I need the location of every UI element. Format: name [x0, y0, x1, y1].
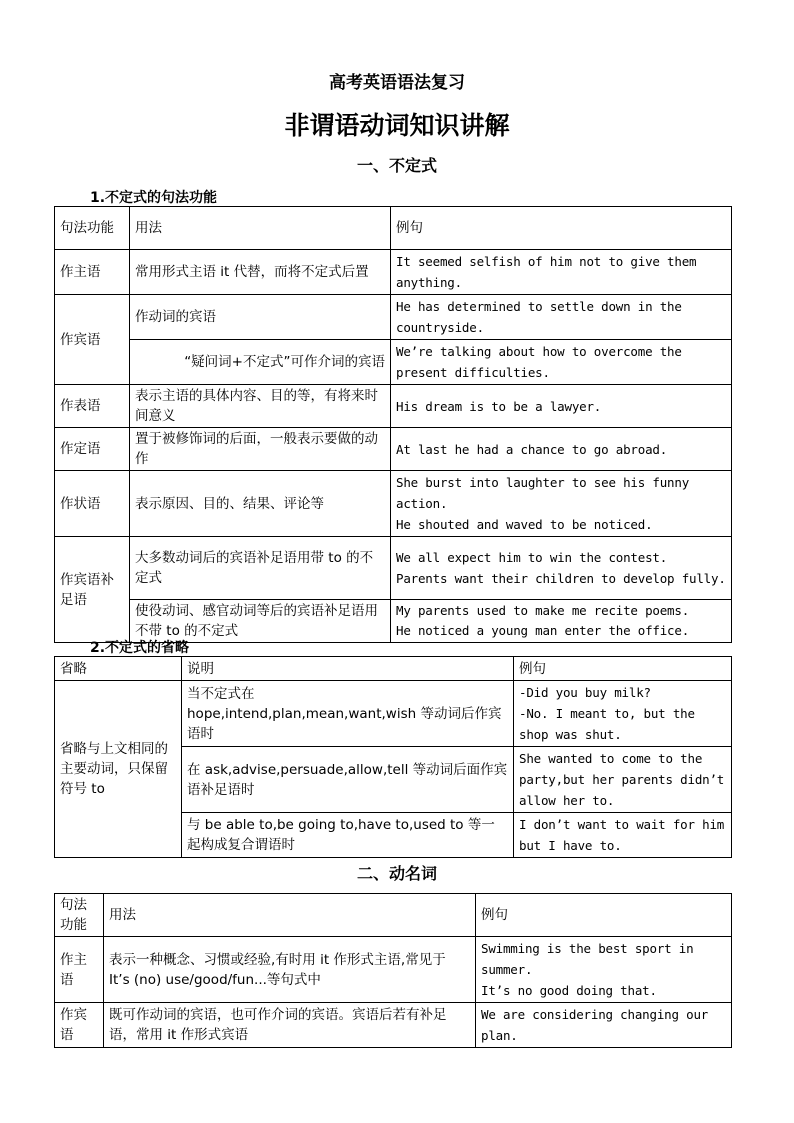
table-row [55, 295, 732, 340]
example-cell: He has determined to settle down in the countryside. [391, 295, 732, 340]
function-cell: 作定语 [55, 428, 130, 471]
example-cell: I don’t want to wait for him but I have to. [514, 813, 732, 858]
usage-cell: 表示原因、目的、结果、评论等 [130, 471, 391, 537]
description-line: hope,intend,plan,mean,want,wish 等动词后作宾语时 [187, 705, 502, 742]
usage-cell: 表示一种概念、习惯或经验,有时用 it 作形式主语,常见于 It’s (no) use/good/fun...等句式中 [104, 937, 476, 1003]
usage-cell: 常用形式主语 it 代替，而将不定式后置 [130, 250, 391, 295]
table-header-row [55, 894, 732, 937]
example-line: My parents used to make me recite poems. [396, 603, 690, 618]
example-cell: At last he had a chance to go abroad. [391, 428, 732, 471]
table-row [55, 428, 732, 471]
table-row [55, 937, 732, 1003]
example-line: Swimming is the best sport in summer. [481, 941, 694, 977]
example-cell [476, 937, 732, 1003]
description-line: 当不定式在 [187, 685, 255, 702]
header-cell: 句法功能 [55, 207, 130, 250]
table-row [55, 537, 732, 600]
section-heading-infinitive: 一、不定式 [356, 156, 437, 175]
example-cell: She wanted to come to the party,but her parents didn’t allow her to. [514, 747, 732, 813]
example-cell: His dream is to be a lawyer. [391, 385, 732, 428]
function-cell: 作宾语补足语 [55, 537, 130, 643]
example-line: -No. I meant to, but the shop was shut. [519, 706, 695, 742]
header-cell: 例句 [391, 207, 732, 250]
table-header-row [55, 207, 732, 250]
document-title: 高考英语语法复习 [329, 73, 465, 93]
description-cell: 与 be able to,be going to,have to,used to 等一起构成复合谓语时 [182, 813, 514, 858]
infinitive-function-table [54, 206, 732, 643]
header-cell: 省略 [55, 657, 182, 681]
example-line: -Did you buy milk? [519, 685, 651, 700]
table-row [55, 250, 732, 295]
table-row [55, 1003, 732, 1048]
table-row [55, 340, 732, 385]
function-cell: 作状语 [55, 471, 130, 537]
document-main-title: 非谓语动词知识讲解 [284, 111, 510, 140]
usage-cell: “疑问词+不定式”可作介词的宾语 [130, 340, 391, 385]
infinitive-omission-table [54, 656, 732, 858]
subsection-heading-omission: 2.不定式的省略 [90, 640, 190, 656]
description-cell: 在 ask,advise,persuade,allow,tell 等动词后面作宾语补足语时 [182, 747, 514, 813]
header-cell: 例句 [476, 894, 732, 937]
example-cell: We’re talking about how to overcome the present difficulties. [391, 340, 732, 385]
header-cell: 用法 [130, 207, 391, 250]
function-cell: 作宾语 [55, 1003, 104, 1048]
example-line: It’s no good doing that. [481, 983, 657, 998]
header-cell: 用法 [104, 894, 476, 937]
table-row [55, 385, 732, 428]
usage-cell: 既可作动词的宾语，也可作介词的宾语。宾语后若有补足语，常用 it 作形式宾语 [104, 1003, 476, 1048]
gerund-function-table [54, 893, 732, 1048]
example-cell [514, 681, 732, 747]
section-heading-gerund: 二、动名词 [356, 864, 437, 883]
example-cell [391, 537, 732, 600]
table-header-row [55, 657, 732, 681]
header-cell: 说明 [182, 657, 514, 681]
description-cell [182, 681, 514, 747]
example-cell: We are considering changing our plan. [476, 1003, 732, 1048]
example-line: She burst into laughter to see his funny action. [396, 475, 690, 511]
usage-cell: 表示主语的具体内容、目的等，有将来时间意义 [130, 385, 391, 428]
function-cell: 作宾语 [55, 295, 130, 385]
function-cell: 作表语 [55, 385, 130, 428]
subsection-heading-functions: 1.不定式的句法功能 [90, 190, 218, 206]
example-cell [391, 471, 732, 537]
omission-cell: 省略与上文相同的主要动词，只保留符号 to [55, 681, 182, 858]
usage-cell: 大多数动词后的宾语补足语用带 to 的不定式 [130, 537, 391, 600]
table-row [55, 681, 732, 747]
example-line: He shouted and waved to be noticed. [396, 517, 653, 532]
example-line: We all expect him to win the contest. [396, 550, 668, 565]
example-line: He noticed a young man enter the office. [396, 623, 690, 638]
function-cell: 作主语 [55, 937, 104, 1003]
usage-cell: 置于被修饰词的后面，一般表示要做的动作 [130, 428, 391, 471]
example-cell [391, 600, 732, 643]
example-line: Parents want their children to develop fully. [396, 571, 726, 586]
usage-cell: 使役动词、感官动词等后的宾语补足语用不带 to 的不定式 [130, 600, 391, 643]
header-cell: 句法功能 [55, 894, 104, 937]
usage-cell: 作动词的宾语 [130, 295, 391, 340]
table-row [55, 471, 732, 537]
header-cell: 例句 [514, 657, 732, 681]
example-cell: It seemed selfish of him not to give them anything. [391, 250, 732, 295]
function-cell: 作主语 [55, 250, 130, 295]
